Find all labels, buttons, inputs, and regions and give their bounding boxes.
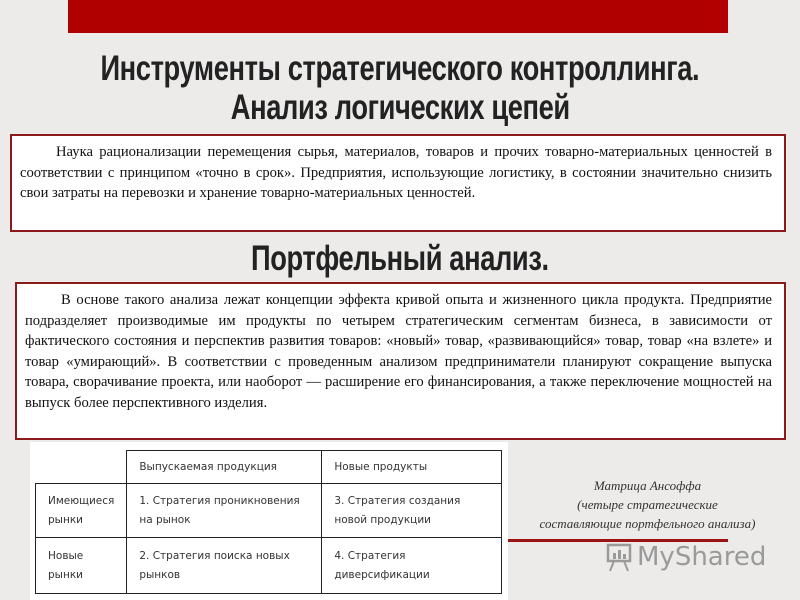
matrix-cell: 2. Стратегия поиска новых рынков [127,538,322,594]
portfolio-heading: Портфельный анализ. [251,239,549,278]
col-header: Выпускаемая продукция [127,451,322,484]
watermark-logo: MyShared [605,542,766,572]
ansoff-matrix [30,442,508,600]
top-accent-bar [68,0,728,33]
row-label: Новые рынки [36,538,127,594]
matrix-cell: 3. Стратегия создания новой продукции [322,484,502,538]
portfolio-text-box: В основе такого анализа лежат концепции эффекта кривой опыта и жизненного цикла продукта. Предприятие подразделяет производимые им продукты по четырем стратегическим сегментам бизнеса, в зависимости от фактического состояния и перспектив развития товаров: «новый» товар, «развивающийся» товар, товар «на взлете» и товар «умирающий». В соответствии с проведенным анализом предприниматели планируют сокращение выпуска товара, сворачивание проекта, или наоборот — расширение его финансирования, а также переключение мощностей на выпуск более перспективного изделия. [15,282,786,440]
matrix-cell: 4. Стратегия диверсификации [322,538,502,594]
col-header: Новые продукты [322,451,502,484]
presentation-board-icon [605,542,633,572]
row-label: Имеющиеся рынки [36,484,127,538]
slide-title-line2: Анализ логических цепей [230,88,570,127]
matrix-caption: Матрица Ансоффа (четыре стратегические составляющие портфельного анализа) [539,478,756,531]
matrix-cell: 1. Стратегия проникновения на рынок [127,484,322,538]
slide-title-line1: Инструменты стратегического контроллинга. [100,49,700,88]
logistics-text-box: Наука рационализации перемещения сырья, материалов, товаров и прочих товарно-материальных ценностей в соответствии с принципом «точно в срок». Предприятия, использующие логистику, в состоянии значительно снизить свои затраты на перевозки и хранение товарно-материальных ценностей. [10,134,786,232]
